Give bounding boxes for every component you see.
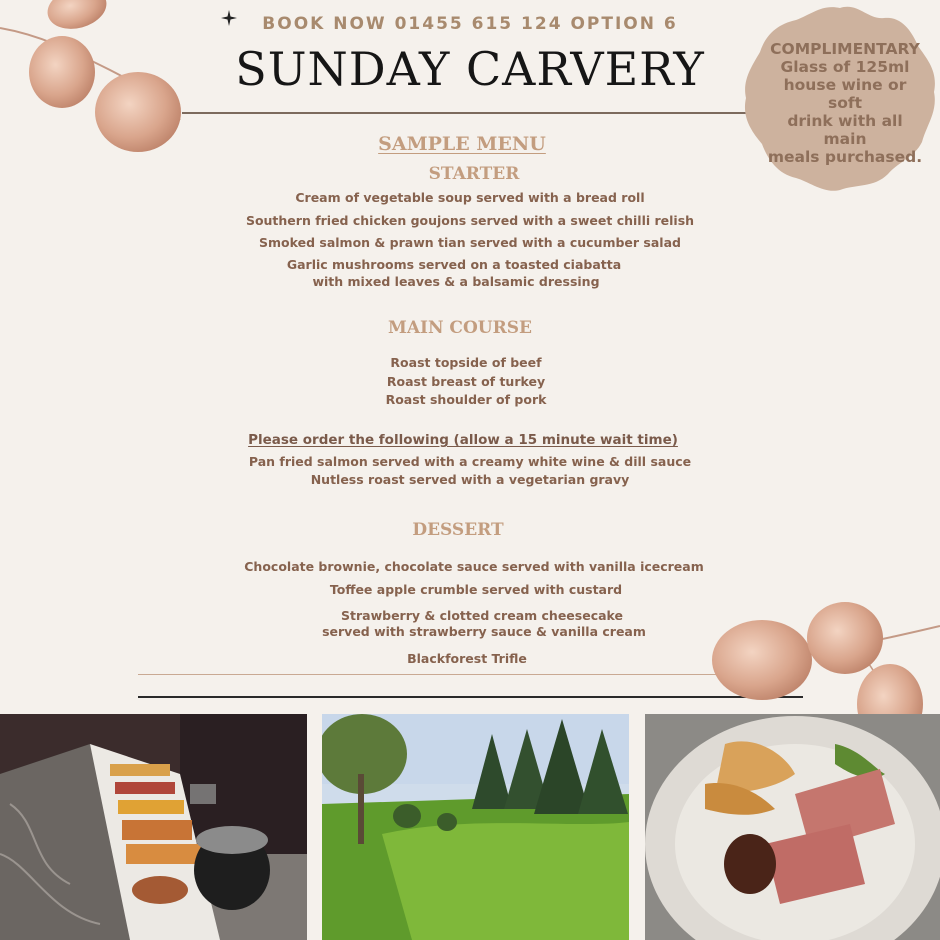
starter-heading: STARTER <box>428 164 520 184</box>
starter-item: with mixed leaves & a balsamic dressing <box>312 274 600 289</box>
divider <box>138 696 803 698</box>
dessert-item: Blackforest Trifle <box>407 651 527 666</box>
starter-item: Garlic mushrooms served on a toasted ciabatta <box>286 257 622 272</box>
order-note: Please order the following (allow a 15 minute wait time) <box>248 432 678 448</box>
main-item: Roast shoulder of pork <box>385 392 547 407</box>
starter-item: Smoked salmon & prawn tian served with a cucumber salad <box>259 235 681 250</box>
dessert-item: Toffee apple crumble served with custard <box>329 582 623 597</box>
badge-line: Glass of 125ml <box>780 58 910 76</box>
badge-line: meals purchased. <box>767 148 923 166</box>
starter-item: Southern fried chicken goujons served with a sweet chilli relish <box>245 213 695 228</box>
order-item: Pan fried salmon served with a creamy white wine & dill sauce <box>248 454 692 469</box>
pate-dish-photo <box>645 714 940 940</box>
badge-line: drink with all main <box>787 112 903 148</box>
dessert-item: Strawberry & clotted cream cheesecake <box>341 608 623 623</box>
golf-course-photo <box>322 714 629 940</box>
badge-line: house wine or soft <box>783 76 907 112</box>
sample-menu-heading: SAMPLE MENU <box>378 133 546 155</box>
dessert-item: Chocolate brownie, chocolate sauce served with vanilla icecream <box>244 559 704 574</box>
carvery-buffet-photo <box>0 714 307 940</box>
badge-line: COMPLIMENTARY <box>770 40 920 58</box>
booking-phone-line: BOOK NOW 01455 615 124 OPTION 6 <box>262 14 678 34</box>
divider <box>138 674 718 675</box>
divider <box>182 112 747 114</box>
order-item: Nutless roast served with a vegetarian gravy <box>310 472 630 487</box>
dessert-heading: DESSERT <box>412 520 504 540</box>
starter-item: Cream of vegetable soup served with a bread roll <box>295 190 645 205</box>
main-course-heading: MAIN COURSE <box>388 318 532 338</box>
dessert-item: served with strawberry sauce & vanilla cream <box>322 624 646 639</box>
main-item: Roast breast of turkey <box>386 374 546 389</box>
main-item: Roast topside of beef <box>390 355 542 370</box>
page-title: SUNDAY CARVERY <box>235 42 705 96</box>
